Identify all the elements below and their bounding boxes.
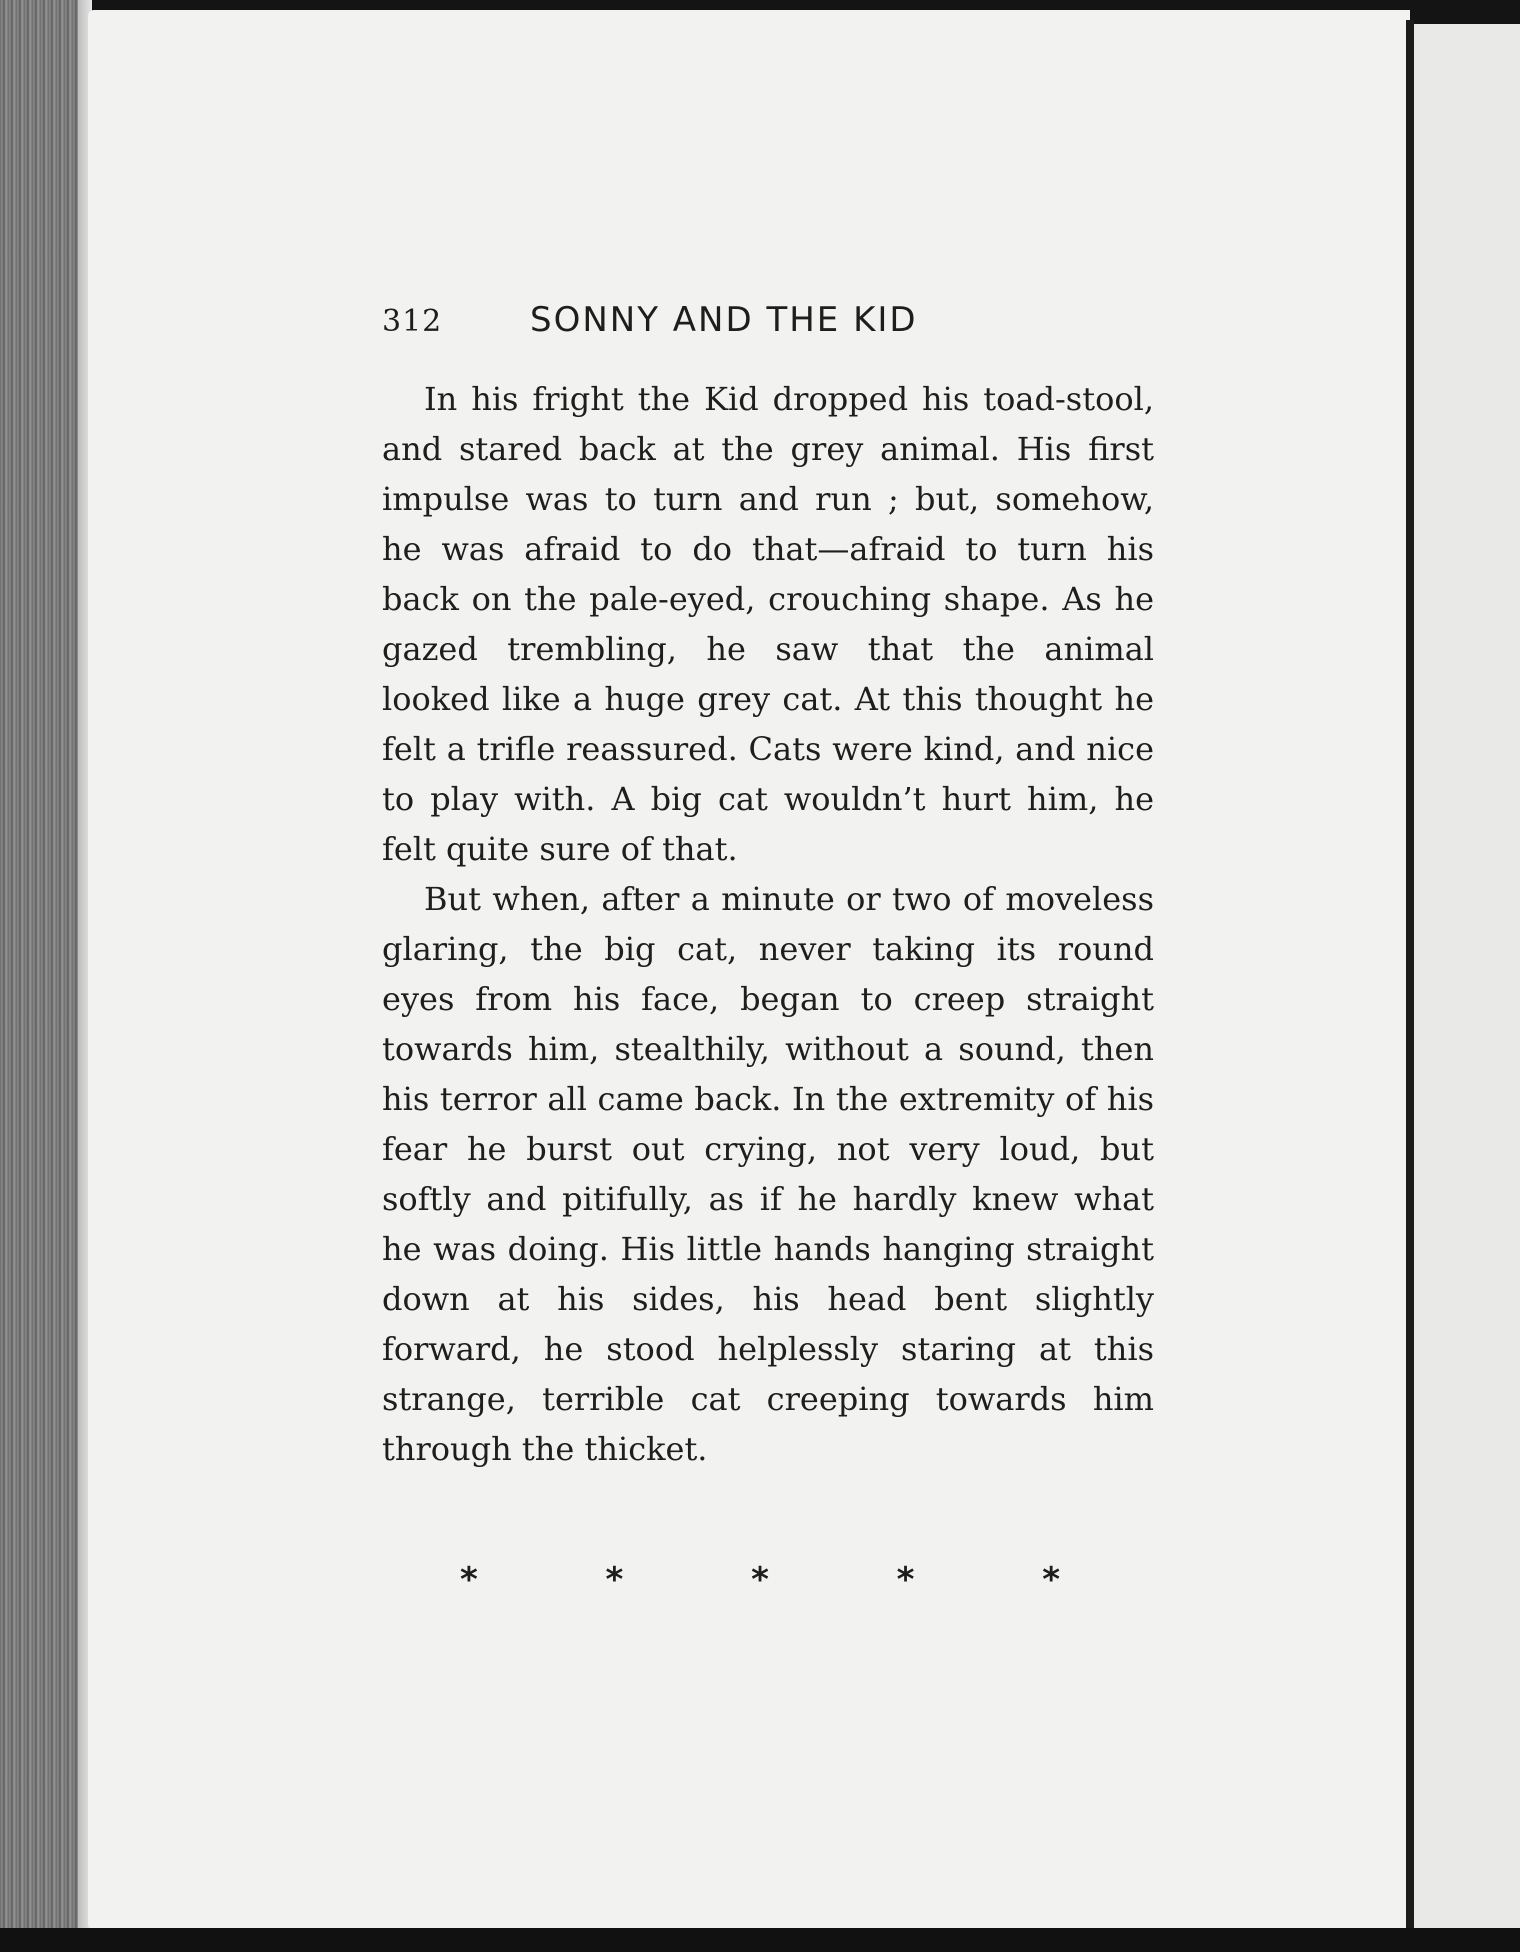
- asterisk-4: *: [896, 1560, 915, 1600]
- paragraph-2: But when, after a minute or two of moveless glaring, the big cat, never taking its round eyes from his face, began to creep straight towards him, stealthily, without a sound, then his terror all came back. In the extremity of his fear he burst out crying, not very loud, but softly and pitifully, as if he hardly knew what he was doing. His little hands hanging straight down at his sides, his head bent slightly forward, he stood helplessly staring at this strange, terrible cat creeping towards him through the thicket.: [382, 880, 1154, 1468]
- running-head: [382, 300, 1154, 360]
- asterisk-5: *: [1042, 1560, 1060, 1600]
- gutter-shadow: [1406, 20, 1414, 1930]
- asterisk-3: *: [751, 1560, 769, 1600]
- section-break: [460, 1560, 1060, 1600]
- paragraph-1: In his fright the Kid dropped his toad-stool, and stared back at the grey animal. His first impulse was to turn and run ; but, somehow, he was afraid to do that—afraid to turn his back on the pale-eyed, crouching shape. As he gazed trembling, he saw that the animal looked like a huge grey cat. At this thought he felt a trifle reassured. Cats were kind, and nice to play with. A big cat wouldn’t hurt him, he felt quite sure of that.: [382, 380, 1154, 868]
- asterisk-2: *: [605, 1560, 624, 1600]
- text-block: [382, 300, 1154, 1474]
- page-edges: [0, 0, 92, 1952]
- bottom-shadow: [0, 1928, 1520, 1952]
- book-title: SONNY AND THE KID: [530, 300, 918, 340]
- facing-page-edge: [1414, 24, 1520, 1928]
- asterisk-1: *: [460, 1560, 478, 1600]
- page-number: 312: [382, 304, 443, 339]
